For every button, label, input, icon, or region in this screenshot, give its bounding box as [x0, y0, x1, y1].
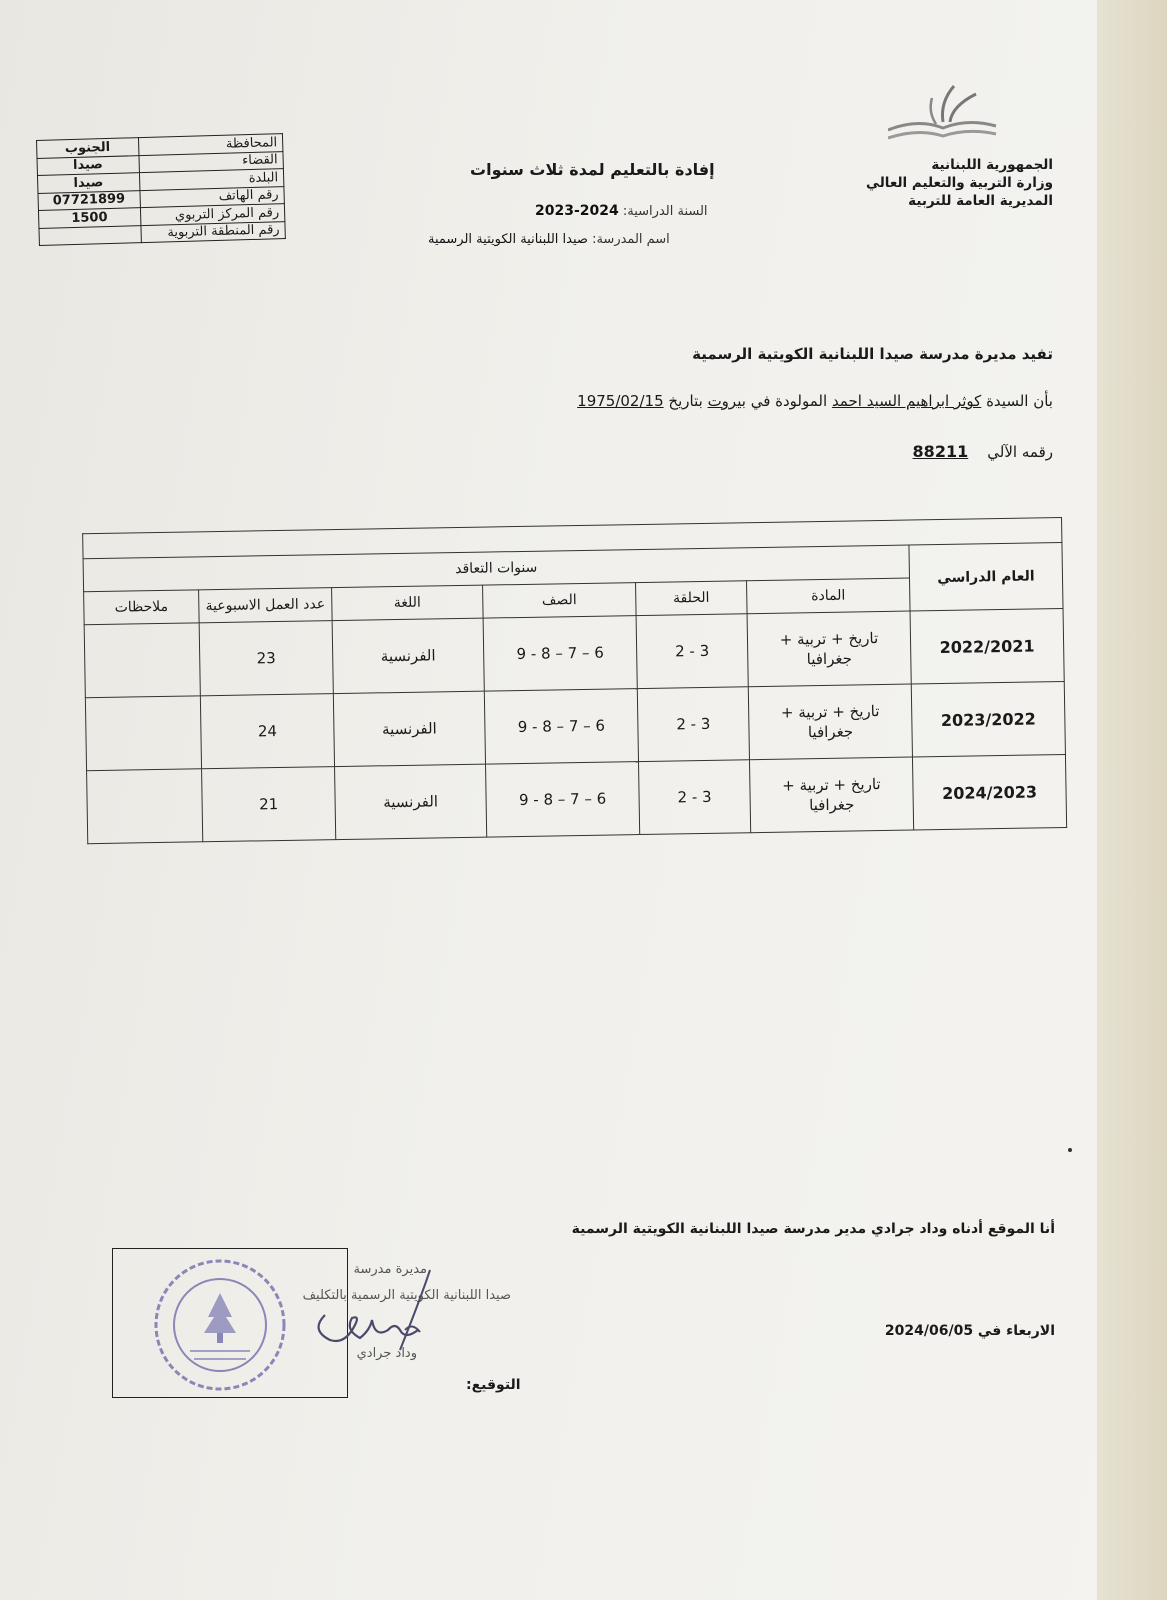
ink-dot: [1068, 1148, 1072, 1152]
col-header-weekly-hours: عدد العمل الاسبوعية: [199, 588, 333, 623]
col-header-year: العام الدراسي: [909, 543, 1063, 612]
id-label: رقمه الآلي: [987, 443, 1053, 461]
info-value: 07721899: [38, 190, 140, 210]
document-title: إفادة بالتعليم لمدة ثلاث سنوات: [470, 160, 715, 179]
col-header-grade: الصف: [483, 583, 637, 619]
cell-cycle: 3 - 2: [636, 614, 748, 689]
cell-subject: تاريخ + تربية + جغرافيا: [747, 611, 911, 687]
table-row: [87, 754, 1067, 843]
person-name: كوثر ابراهيم السيد احمد: [831, 392, 982, 410]
info-label: رقم المنطقة التربوية: [140, 221, 285, 243]
year-value: 2024-2023: [535, 203, 619, 219]
cell-subject: تاريخ + تربية + جغرافيا: [748, 684, 912, 760]
cell-language: الفرنسية: [333, 691, 485, 766]
cell-hours: 21: [202, 767, 336, 842]
contract-years-table: [82, 517, 1067, 844]
person-line: [577, 392, 1053, 410]
col-header-cycle: الحلقة: [636, 581, 748, 616]
cell-year: 2023/2022: [911, 681, 1065, 757]
school-value: صيدا اللبنانية الكويتية الرسمية: [428, 232, 588, 247]
stamp-school: صيدا اللبنانية الكويتية الرسمية بالتكليف: [302, 1288, 511, 1303]
info-label: المحافظة: [138, 134, 283, 156]
signatory-line: أنا الموقع أدناه وداد جرادي مدير مدرسة صيدا اللبنانية الكويتية الرسمية: [571, 1221, 1055, 1237]
years-group-header: سنوات التعاقد: [83, 545, 909, 592]
signature-label: التوقيع:: [466, 1377, 521, 1393]
info-label: البلدة: [139, 169, 284, 191]
school-info-table: [36, 133, 286, 246]
cell-grades: 6 – 7 – 8 - 9: [483, 616, 637, 692]
birth-place: بيروت: [707, 392, 746, 410]
cell-year: 2022/2021: [910, 608, 1064, 684]
cell-grades: 6 – 7 – 8 - 9: [484, 689, 638, 765]
cell-hours: 24: [200, 694, 334, 769]
date-line: الاربعاء في 2024/06/05: [884, 1323, 1055, 1339]
cell-cycle: 3 - 2: [637, 687, 749, 762]
official-stamp-icon: [150, 1255, 290, 1395]
cell-notes: [84, 623, 200, 698]
info-label: القضاء: [139, 151, 284, 173]
handwritten-signature-icon: [300, 1260, 450, 1360]
cell-hours: 23: [199, 621, 333, 696]
info-value: 1500: [38, 208, 140, 228]
col-header-subject: المادة: [747, 578, 911, 614]
republic-name: الجمهورية اللبنانية: [931, 157, 1053, 173]
cell-subject: تاريخ + تربية + جغرافيا: [749, 757, 913, 833]
ministry-name: وزارة التربية والتعليم العالي: [866, 175, 1053, 191]
birth-date: 1975/02/15: [577, 392, 664, 410]
id-value: 88211: [912, 442, 969, 461]
stamp-name: وداد جرادي: [356, 1346, 417, 1361]
ministry-logo-icon: [888, 72, 998, 152]
cell-notes: [85, 696, 201, 771]
school-label: اسم المدرسة:: [592, 232, 670, 247]
info-label: رقم المركز التربوي: [140, 204, 285, 226]
cell-year: 2024/2023: [912, 754, 1066, 830]
stamp-title: مديرة مدرسة: [353, 1262, 427, 1277]
cell-notes: [87, 769, 203, 844]
info-value: [39, 225, 141, 245]
ministry-header: [866, 156, 1053, 210]
info-value: صيدا: [37, 155, 139, 175]
info-value: صيدا: [37, 173, 139, 193]
cell-cycle: 3 - 2: [638, 760, 750, 835]
born-in-label: المولودة في: [750, 392, 828, 410]
info-label: رقم الهاتف: [139, 186, 284, 208]
year-label: السنة الدراسية:: [622, 204, 708, 219]
col-header-language: اللغة: [332, 585, 484, 620]
person-prefix: بأن السيدة: [986, 392, 1053, 410]
date-label: بتاريخ: [668, 392, 703, 410]
intro-line: تفيد مديرة مدرسة صيدا اللبنانية الكويتية الرسمية: [692, 345, 1053, 363]
cell-grades: 6 – 7 – 8 - 9: [486, 762, 640, 838]
year-line: [535, 203, 708, 219]
directorate-name: المديرية العامة للتربية: [908, 193, 1053, 209]
page-shadow-edge: [1097, 0, 1167, 1600]
cell-language: الفرنسية: [332, 618, 484, 693]
cell-language: الفرنسية: [335, 764, 487, 839]
info-value: الجنوب: [37, 138, 139, 158]
school-line: [428, 232, 670, 247]
id-line: [913, 442, 1053, 461]
col-header-notes: ملاحظات: [84, 590, 200, 625]
